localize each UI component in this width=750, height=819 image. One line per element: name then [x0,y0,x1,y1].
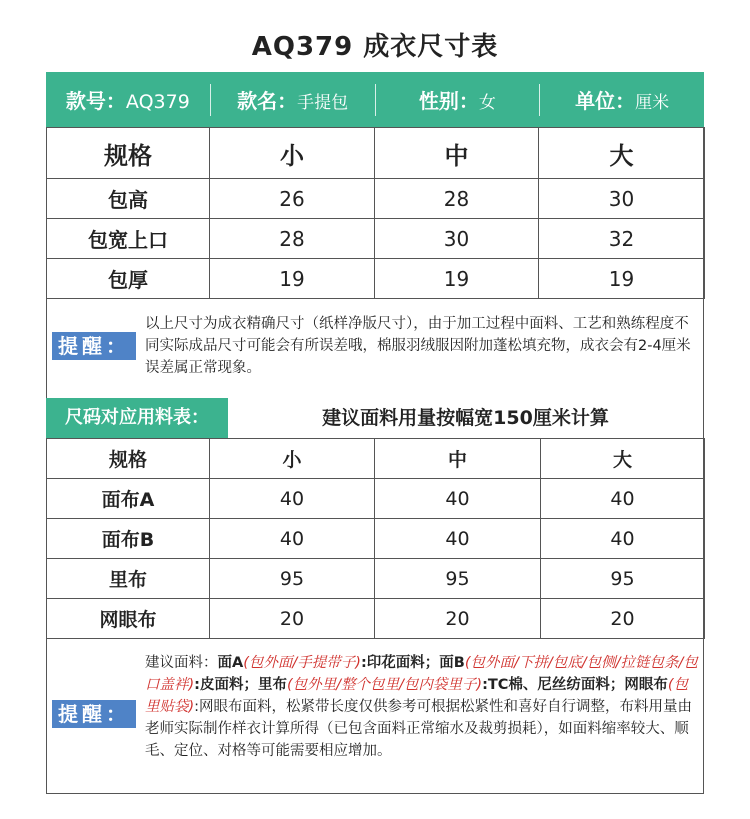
fabric-b-label: 面B [439,655,465,671]
table-row [47,259,705,299]
fabric-a-label: 面A [217,655,244,671]
cell-value: 20 [210,599,375,639]
mesh-label: 网眼布 [624,677,668,693]
style-no-label: 款号： [65,89,126,113]
lining-parts: (包外里/整个包里/包内袋里子) [286,677,483,693]
table-row [47,519,705,559]
cell-value: 40 [541,519,705,559]
lining-label: 里布 [257,677,287,693]
cell-value: 95 [210,559,375,599]
name-value: 手提包 [297,93,349,113]
row-label: 面布A [47,479,210,519]
header-cell: 中 [375,128,539,179]
cell-value: 19 [539,259,705,299]
cell-value: 19 [210,259,375,299]
fabric-advice-text [145,652,700,762]
fabric-table [46,438,705,639]
row-label: 网眼布 [47,599,210,639]
cell-value: 40 [375,479,541,519]
fabric-a-type: :印花面料； [360,655,440,671]
reminder-tag: 提醒： [52,332,136,360]
cell-value: 95 [375,559,541,599]
cell-value: 40 [541,479,705,519]
fabric-section-title: 尺码对应用料表： [46,398,228,438]
item-name [211,85,375,114]
cell-value: 40 [210,479,375,519]
table-row [47,179,705,219]
cell-value: 30 [375,219,539,259]
info-bar [46,72,704,127]
unit [540,85,704,114]
header-cell: 规格 [47,128,210,179]
cell-value: 32 [539,219,705,259]
header-cell: 小 [210,128,375,179]
reminder-tag-2: 提醒： [52,700,136,728]
cell-value: 30 [539,179,705,219]
fabric-section-note: 建议面料用量按幅宽150厘米计算 [228,398,704,438]
header-cell: 大 [539,128,705,179]
fabric-a-parts: (包外面/手提带子) [243,655,361,671]
table-row [47,599,705,639]
row-label: 包宽上口 [47,219,210,259]
cell-value: 28 [210,219,375,259]
row-label: 包厚 [47,259,210,299]
cell-value: 28 [375,179,539,219]
unit-value: 厘米 [635,93,670,113]
mesh-parts: (包里贴袋) [145,677,689,715]
row-label: 面布B [47,519,210,559]
advice-intro: 建议面料： [145,655,218,671]
cell-value: 20 [375,599,541,639]
name-label: 款名： [237,89,298,113]
table-row [47,479,705,519]
cell-value: 40 [210,519,375,559]
style-no-value: AQ379 [125,91,190,113]
style-no [46,85,210,114]
table-row [47,219,705,259]
gender-label: 性别： [418,89,479,113]
header-cell: 小 [210,439,375,479]
cell-value: 19 [375,259,539,299]
table-row [47,559,705,599]
gender [376,85,540,114]
unit-label: 单位： [575,89,636,113]
fabric-b-type: :皮面料； [194,677,258,693]
fabric-table-header [47,439,705,479]
row-label: 里布 [47,559,210,599]
lining-type: :TC棉、尼丝纺面料； [482,677,625,693]
fabric-b-parts: (包外面/下拼/包底/包侧/拉链包条/包口盖袢) [145,655,698,693]
row-label: 包高 [47,179,210,219]
mesh-type-and-notes: :网眼布面料，松紧带长度仅供参考可根据松紧性和喜好自行调整，布料用量由老师实际制作样衣计算所得（已包含面料正常缩水及裁剪损耗），如面料缩率较大、顺毛、定位、对格等可能需要相应增加。 [145,699,693,759]
header-cell: 规格 [47,439,210,479]
cell-value: 26 [210,179,375,219]
size-table [46,127,705,299]
gender-value: 女 [478,93,496,113]
cell-value: 20 [541,599,705,639]
reminder-text: 以上尺寸为成衣精确尺寸（纸样净版尺寸），由于加工过程中面料、工艺和熟练程度不同实际成品尺寸可能会有所误差哦，棉服羽绒服因附加蓬松填充物，成衣会有2-4厘米误差属正常现象。 [145,316,691,376]
header-cell: 中 [375,439,541,479]
page-title: AQ379 成衣尺寸表 [251,32,499,62]
cell-value: 40 [375,519,541,559]
cell-value: 95 [541,559,705,599]
header-cell: 大 [541,439,705,479]
size-table-header [47,128,705,179]
